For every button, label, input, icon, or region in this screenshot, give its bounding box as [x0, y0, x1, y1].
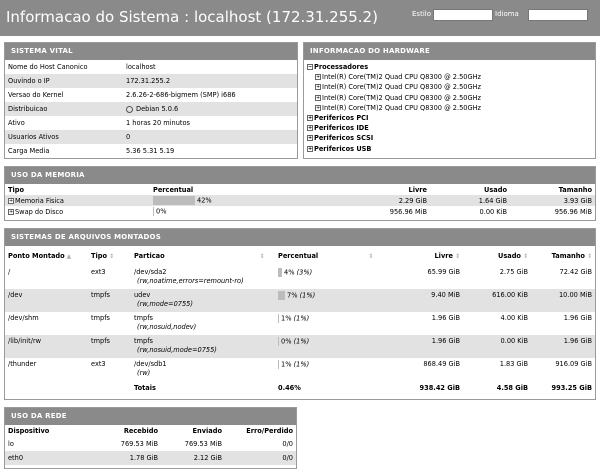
- col-type: Tipo: [8, 185, 25, 194]
- sort-icon: ⇕: [368, 253, 374, 260]
- fs-free: 868.49 GiB: [423, 360, 460, 368]
- sort-icon: ⇕: [259, 253, 265, 260]
- sort-asc-icon: ▲: [66, 253, 72, 260]
- totals-size: 993.25 GiB: [551, 384, 592, 392]
- memory-percent: [150, 206, 330, 217]
- fs-percent: [275, 335, 381, 358]
- expand-icon[interactable]: +: [316, 104, 321, 111]
- col-free: Livre: [408, 185, 427, 194]
- fs-header-row: [5, 246, 595, 266]
- memory-type-label: Swap do Disco: [15, 207, 64, 216]
- memory-table: [5, 184, 595, 217]
- cpu-label: Intel(R) Core(TM)2 Quad CPU Q8300 @ 2.50GHz: [322, 83, 481, 92]
- col-mount[interactable]: Ponto Montado ▲: [8, 252, 72, 260]
- page-title: Informacao do Sistema : localhost (172.31.255.2): [6, 8, 378, 26]
- fs-options: (rw,nosuid,nodev): [137, 323, 197, 331]
- expand-icon[interactable]: +: [316, 84, 321, 91]
- sort-icon: ⇕: [109, 253, 115, 260]
- vital-row: [5, 116, 297, 130]
- vital-label: Versao do Kernel: [8, 91, 64, 99]
- style-label: Estilo: [412, 10, 431, 18]
- cpu-label: Intel(R) Core(TM)2 Quad CPU Q8300 @ 2.50GHz: [322, 73, 481, 82]
- percent-extra: (3%): [296, 268, 313, 277]
- col-size: Tamanho: [558, 185, 592, 194]
- style-select[interactable]: [433, 9, 493, 21]
- fs-options: (rw,mode=0755): [137, 300, 193, 308]
- fs-size: 916.09 GiB: [555, 360, 592, 368]
- net-row: [5, 437, 296, 451]
- net-sent: 2.12 GiB: [161, 451, 225, 465]
- vital-panel: [4, 42, 298, 159]
- fs-row: [5, 312, 595, 335]
- vital-label: Usuarios Ativos: [5, 130, 123, 144]
- expand-icon[interactable]: +: [308, 145, 313, 152]
- page-header: [0, 0, 600, 36]
- filesystems-panel: [4, 228, 596, 400]
- vital-label: Carga Media: [8, 147, 50, 155]
- memory-size: 956.96 MiB: [554, 207, 592, 216]
- percent-extra: (1%): [293, 337, 310, 346]
- hardware-title: INFORMACAO DO HARDWARE: [304, 43, 595, 60]
- fs-type: ext3: [91, 360, 106, 368]
- memory-header-row: [5, 184, 595, 195]
- vital-row: [5, 60, 297, 74]
- vital-label: Ativo: [8, 119, 25, 127]
- totals-percent: 0.46%: [278, 384, 301, 392]
- memory-type-label: Memoria Fisica: [15, 196, 64, 205]
- col-partition[interactable]: Particao ⇕: [134, 252, 265, 260]
- fs-size: 1.96 GiB: [531, 335, 595, 358]
- fs-device: tmpfs: [134, 337, 153, 345]
- fs-type: tmpfs: [91, 314, 110, 322]
- network-panel: [4, 407, 297, 469]
- fs-size: 10.00 MiB: [531, 289, 595, 312]
- memory-row: [5, 206, 595, 217]
- network-title: USO DA REDE: [5, 408, 296, 425]
- memory-free: 956.96 MiB: [389, 207, 427, 216]
- fs-percent: [275, 358, 381, 381]
- hardware-panel: [303, 42, 596, 159]
- percent-extra: (1%): [293, 360, 310, 369]
- cpu-item[interactable]: [307, 82, 592, 92]
- net-device: eth0: [5, 451, 85, 465]
- memory-row: [5, 195, 595, 206]
- memory-used: 0.00 KiB: [479, 207, 507, 216]
- fs-totals-row: [5, 381, 595, 395]
- cpu-item[interactable]: [307, 103, 592, 113]
- memory-panel: [4, 166, 596, 221]
- memory-type[interactable]: [5, 206, 150, 217]
- fs-percent: [275, 266, 381, 289]
- memory-type[interactable]: [5, 195, 150, 206]
- expand-icon[interactable]: +: [316, 74, 321, 81]
- fs-size: 72.42 GiB: [559, 268, 592, 276]
- fs-options: (rw,nosuid,mode=0755): [137, 346, 217, 354]
- totals-used: 4.58 GiB: [496, 384, 528, 392]
- fs-row: [5, 266, 595, 289]
- net-received: 769.53 MiB: [120, 440, 158, 448]
- fs-free: 1.96 GiB: [381, 335, 463, 358]
- vital-label: Nome do Host Canonico: [8, 63, 88, 71]
- percent-text: 1%: [281, 360, 292, 369]
- expand-icon[interactable]: +: [316, 94, 321, 101]
- memory-used: 1.64 GiB: [430, 195, 510, 206]
- vital-label: Distribuicao: [5, 102, 123, 116]
- cpu-label: Intel(R) Core(TM)2 Quad CPU Q8300 @ 2.50GHz: [322, 93, 481, 102]
- vital-row: [5, 144, 297, 158]
- fs-options: (rw): [137, 369, 151, 377]
- percent-text: 4%: [284, 268, 295, 277]
- processors-label: Processadores: [314, 63, 369, 71]
- usage-bar: [278, 268, 282, 277]
- fs-mount: /lib/init/rw: [5, 335, 88, 358]
- tree-node-processors[interactable]: [307, 62, 592, 72]
- percent-extra: (1%): [293, 314, 310, 323]
- vital-value: 0: [123, 130, 297, 144]
- sort-icon: ⇕: [522, 253, 528, 260]
- fs-mount: /thunder: [8, 360, 37, 368]
- tree-node-pci[interactable]: [307, 113, 592, 123]
- group-label: Perifericos SCSI: [314, 134, 374, 143]
- expand-icon[interactable]: +: [9, 197, 14, 204]
- network-table: [5, 425, 296, 465]
- col-free[interactable]: Livre ⇕: [434, 252, 460, 260]
- col-used[interactable]: Usado ⇕: [497, 252, 528, 260]
- usage-bar: [153, 196, 195, 205]
- fs-percent: [275, 289, 381, 312]
- percent-text: 1%: [281, 314, 292, 323]
- vital-value: 172.31.255.2: [123, 74, 297, 88]
- col-errors: Erro/Perdido: [246, 427, 293, 435]
- hardware-tree: [304, 60, 595, 154]
- percent-text: 42%: [197, 196, 212, 205]
- language-select[interactable]: [528, 9, 588, 21]
- fs-used: 616.00 KiB: [463, 289, 531, 312]
- fs-type: tmpfs: [88, 289, 131, 312]
- fs-percent: [275, 312, 381, 335]
- fs-device: /dev/sda2: [134, 268, 167, 276]
- percent-text: 7%: [287, 291, 298, 300]
- vital-label: Ouvindo o IP: [5, 74, 123, 88]
- col-received: Recebido: [123, 427, 158, 435]
- col-type[interactable]: Tipo ⇕: [91, 252, 115, 260]
- fs-row: [5, 335, 595, 358]
- percent-extra: (1%): [299, 291, 316, 300]
- vital-row: [5, 88, 297, 102]
- tree-node-ide[interactable]: [307, 123, 592, 133]
- percent-text: 0%: [281, 337, 292, 346]
- fs-used: 1.83 GiB: [499, 360, 528, 368]
- fs-used: 0.00 KiB: [463, 335, 531, 358]
- fs-free: 1.96 GiB: [431, 314, 460, 322]
- fs-device: /dev/sdb1: [134, 360, 167, 368]
- group-label: Perifericos IDE: [314, 124, 369, 133]
- language-label: Idioma: [495, 10, 519, 18]
- col-device: Dispositivo: [8, 427, 50, 435]
- expand-icon[interactable]: +: [308, 135, 313, 142]
- fs-type: ext3: [91, 268, 106, 276]
- vital-row: [5, 102, 297, 116]
- net-sent: 769.53 MiB: [184, 440, 222, 448]
- net-errors: 0/0: [225, 451, 296, 465]
- net-errors: 0/0: [282, 440, 293, 448]
- fs-partition: [131, 312, 275, 335]
- fs-partition: [131, 358, 275, 381]
- col-size[interactable]: Tamanho ⇕: [551, 252, 592, 260]
- cpu-item[interactable]: [307, 93, 592, 103]
- col-percent: Percentual: [153, 185, 194, 194]
- sort-icon: ⇕: [586, 253, 592, 260]
- totals-free: 938.42 GiB: [419, 384, 460, 392]
- usage-bar: [278, 291, 285, 300]
- filesystems-title: SISTEMAS DE ARQUIVOS MONTADOS: [5, 229, 595, 246]
- fs-used: 4.00 KiB: [500, 314, 528, 322]
- fs-mount: /dev: [5, 289, 88, 312]
- vital-value: 2.6.26-2-686-bigmem (SMP) i686: [126, 91, 236, 99]
- group-label: Perifericos PCI: [314, 114, 369, 123]
- vital-row: [5, 130, 297, 144]
- net-header-row: [5, 425, 296, 437]
- fs-free: 9.40 MiB: [381, 289, 463, 312]
- net-row: [5, 451, 296, 465]
- fs-used: 2.75 GiB: [499, 268, 528, 276]
- cpu-label: Intel(R) Core(TM)2 Quad CPU Q8300 @ 2.50GHz: [322, 103, 481, 112]
- fs-partition: [131, 335, 275, 358]
- col-used: Usado: [484, 185, 507, 194]
- percent-text: 0%: [156, 207, 167, 216]
- fs-row: [5, 289, 595, 312]
- expand-icon[interactable]: +: [308, 115, 313, 122]
- vital-value: 1 horas 20 minutos: [126, 119, 190, 127]
- sort-icon: ⇕: [454, 253, 460, 260]
- filesystems-table: [5, 246, 595, 395]
- vital-row: [5, 74, 297, 88]
- vital-title: SISTEMA VITAL: [5, 43, 297, 60]
- fs-device: tmpfs: [134, 314, 153, 322]
- expand-icon[interactable]: +: [9, 208, 14, 215]
- usage-bar: [278, 314, 279, 323]
- memory-free: 2.29 GiB: [330, 195, 430, 206]
- net-received: 1.78 GiB: [85, 451, 161, 465]
- memory-percent: [150, 195, 330, 206]
- fs-row: [5, 358, 595, 381]
- tree-node-usb[interactable]: [307, 144, 592, 154]
- fs-mount: /: [8, 268, 11, 276]
- vital-value: localhost: [126, 63, 156, 71]
- debian-icon: [126, 106, 133, 113]
- col-sent: Enviado: [192, 427, 222, 435]
- cpu-item[interactable]: [307, 72, 592, 82]
- fs-partition: [131, 266, 275, 289]
- collapse-icon[interactable]: −: [308, 64, 313, 70]
- fs-partition: [131, 289, 275, 312]
- memory-title: USO DA MEMORIA: [5, 167, 595, 184]
- vital-value: [123, 102, 297, 116]
- tree-node-scsi[interactable]: [307, 133, 592, 143]
- expand-icon[interactable]: +: [308, 125, 313, 132]
- vital-table: [5, 60, 297, 158]
- fs-device: udev: [134, 291, 151, 299]
- vital-value: 5.36 5.31 5.19: [126, 147, 175, 155]
- usage-bar: [153, 207, 154, 216]
- group-label: Perifericos USB: [314, 144, 372, 153]
- usage-bar: [278, 360, 279, 369]
- fs-size: 1.96 GiB: [563, 314, 592, 322]
- col-percent[interactable]: Percentual ⇕: [278, 252, 374, 260]
- distro-name: Debian 5.0.6: [136, 105, 179, 113]
- fs-options: (rw,noatime,errors=remount-ro): [137, 277, 244, 285]
- fs-type: tmpfs: [88, 335, 131, 358]
- usage-bar: [278, 337, 279, 346]
- totals-label: Totais: [134, 384, 156, 392]
- net-device: lo: [8, 440, 14, 448]
- memory-size: 3.93 GiB: [510, 195, 595, 206]
- fs-free: 65.99 GiB: [427, 268, 460, 276]
- fs-mount: /dev/shm: [8, 314, 39, 322]
